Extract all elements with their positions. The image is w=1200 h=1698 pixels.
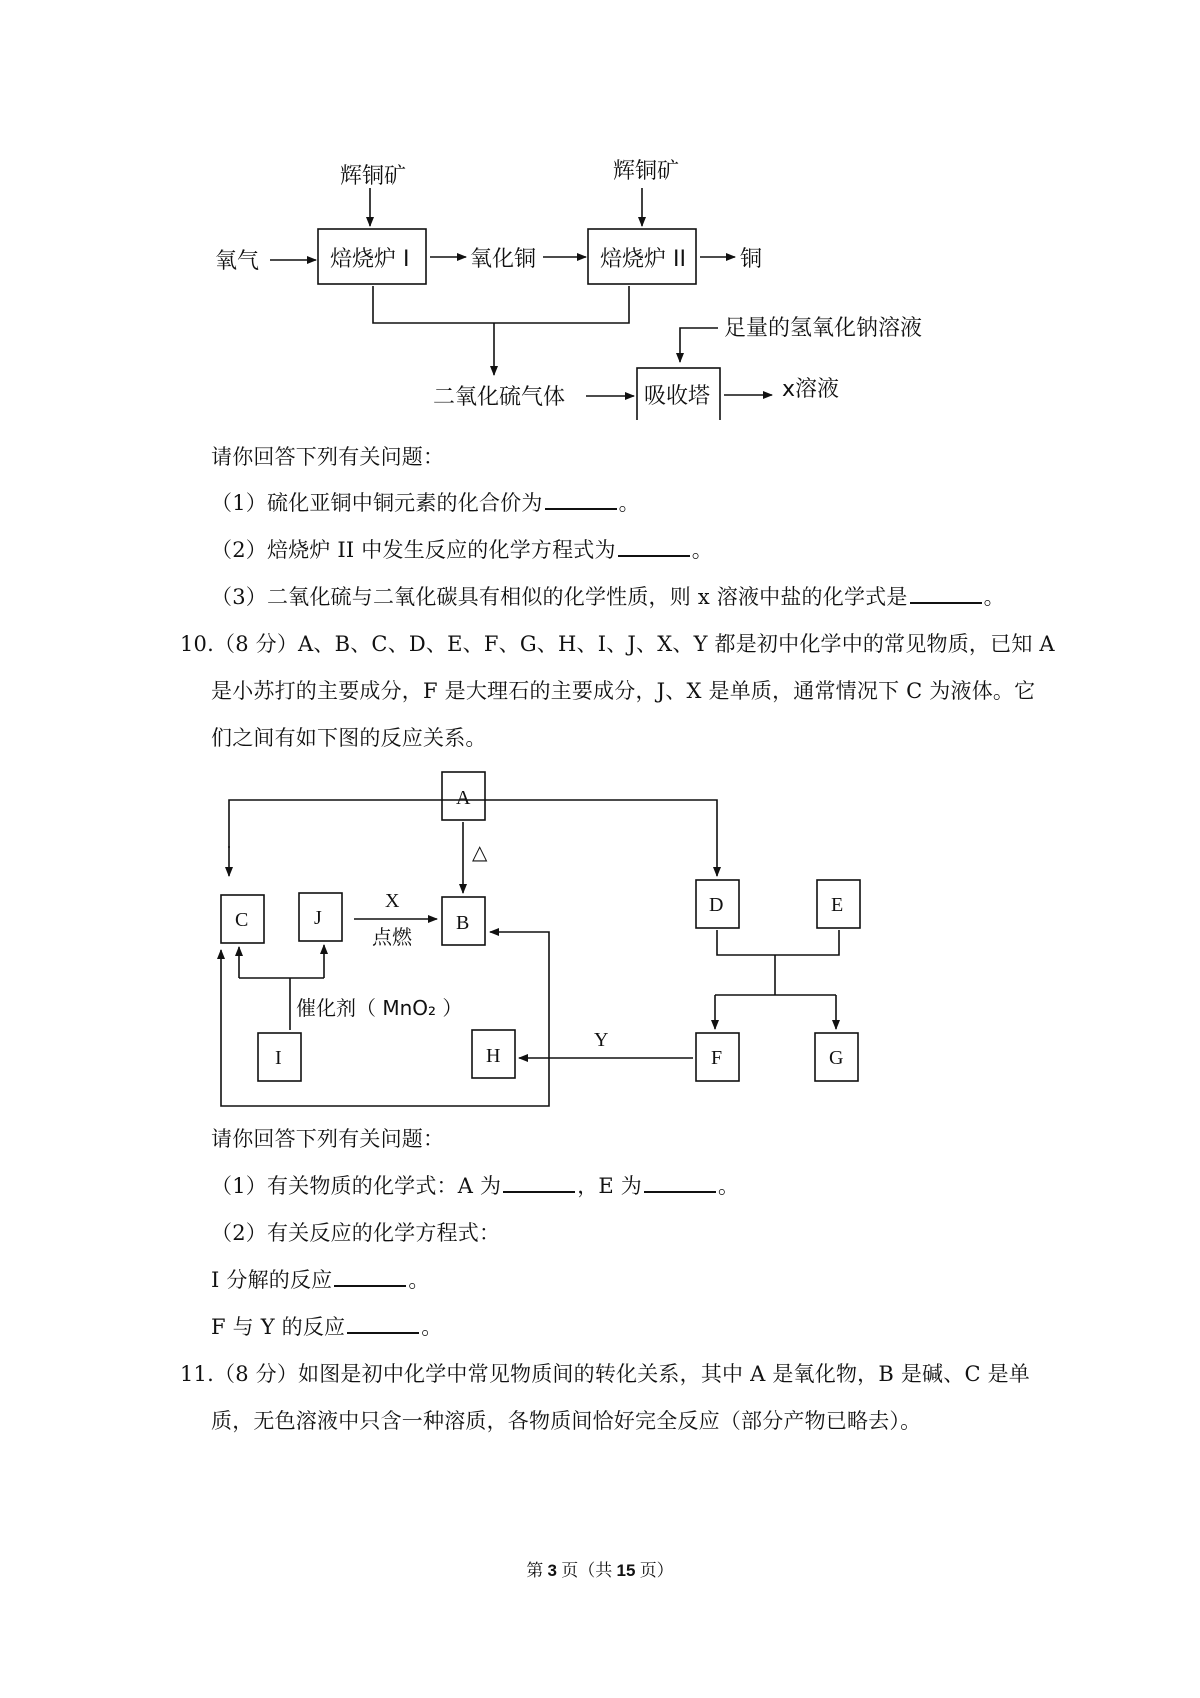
answer-blank[interactable] [644, 1171, 716, 1193]
x-reagent-label: X [385, 890, 400, 912]
reaction-diagram [0, 765, 1200, 1135]
answer-blank[interactable] [334, 1265, 406, 1287]
q11-stem-line-1: 11.（8 分）如图是初中化学中常见物质间的转化关系，其中 A 是氧化物，B 是碱、C 是单 [180, 1362, 1030, 1386]
label-G: G [829, 1047, 844, 1069]
q10-stem-line-1: 10.（8 分）A、B、C、D、E、F、G、H、I、J、X、Y 都是初中化学中的常见物质，已知 A [180, 632, 1055, 656]
q9-intro: 请你回答下列有关问题： [211, 445, 445, 469]
heat-symbol: △ [472, 840, 488, 864]
answer-blank[interactable] [545, 488, 617, 510]
catalyst-label: 催化剂（ MnO₂ ） [296, 996, 463, 1020]
q9-part-2: （2）焙烧炉 II 中发生反应的化学方程式为 。 [211, 535, 713, 565]
answer-blank[interactable] [618, 535, 690, 557]
label-B: B [456, 912, 470, 934]
q9-part-1: （1）硫化亚铜中铜元素的化合价为 。 [211, 488, 640, 518]
x-solution-label: x溶液 [782, 377, 840, 402]
label-E: E [831, 894, 844, 916]
answer-blank[interactable] [347, 1312, 419, 1334]
answer-blank[interactable] [910, 582, 982, 604]
q11-stem-line-2: 质，无色溶液中只含一种溶质，各物质间恰好完全反应（部分产物已略去）。 [211, 1409, 922, 1433]
absorber-label: 吸收塔 [644, 384, 711, 409]
label-F: F [711, 1047, 723, 1069]
q9-part-3: （3）二氧化硫与二氧化碳具有相似的化学性质，则 x 溶液中盐的化学式是 。 [211, 582, 1005, 612]
q10-part-2: （2）有关反应的化学方程式： [211, 1221, 501, 1245]
page-footer: 第 3 页（共 15 页） [526, 1561, 674, 1580]
label-H: H [486, 1045, 501, 1067]
label-J: J [314, 907, 322, 929]
ore-label-2: 辉铜矿 [613, 159, 680, 184]
oxygen-label: 氧气 [215, 249, 260, 274]
y-reagent-label: Y [594, 1029, 609, 1051]
q10-part-4: F 与 Y 的反应 。 [211, 1312, 442, 1342]
q10-part-3: I 分解的反应 。 [211, 1265, 430, 1295]
process-flow-diagram [0, 0, 1200, 420]
copper-label: 铜 [740, 247, 763, 272]
naoh-label: 足量的氢氧化钠溶液 [724, 316, 923, 341]
q9-part-2-text: （2）焙烧炉 II 中发生反应的化学方程式为 [211, 538, 616, 562]
label-C: C [235, 909, 249, 931]
label-I: I [275, 1047, 282, 1069]
ore-label-1: 辉铜矿 [340, 164, 407, 189]
copper-oxide-label: 氧化铜 [470, 247, 537, 272]
answer-blank[interactable] [503, 1171, 575, 1193]
furnace-2-label: 焙烧炉 II [600, 247, 686, 272]
q9-part-3-text: （3）二氧化硫与二氧化碳具有相似的化学性质，则 x 溶液中盐的化学式是 [211, 585, 908, 609]
page-number: 3 [547, 1561, 558, 1580]
label-D: D [709, 894, 724, 916]
furnace-1-label: 焙烧炉 I [330, 247, 410, 272]
q10-part-1: （1）有关物质的化学式：A 为 ，E 为 。 [211, 1171, 739, 1201]
q10-stem-line-3: 们之间有如下图的反应关系。 [211, 726, 487, 750]
q9-part-1-text: （1）硫化亚铜中铜元素的化合价为 [211, 491, 543, 515]
ignite-label: 点燃 [372, 925, 412, 949]
q10-stem-line-2: 是小苏打的主要成分，F 是大理石的主要成分，J、X 是单质，通常情况下 C 为液体。它 [211, 679, 1036, 703]
page-total: 15 [616, 1561, 636, 1580]
q10-intro: 请你回答下列有关问题： [211, 1127, 445, 1151]
so2-label: 二氧化硫气体 [433, 385, 566, 410]
label-A: A [456, 787, 471, 809]
